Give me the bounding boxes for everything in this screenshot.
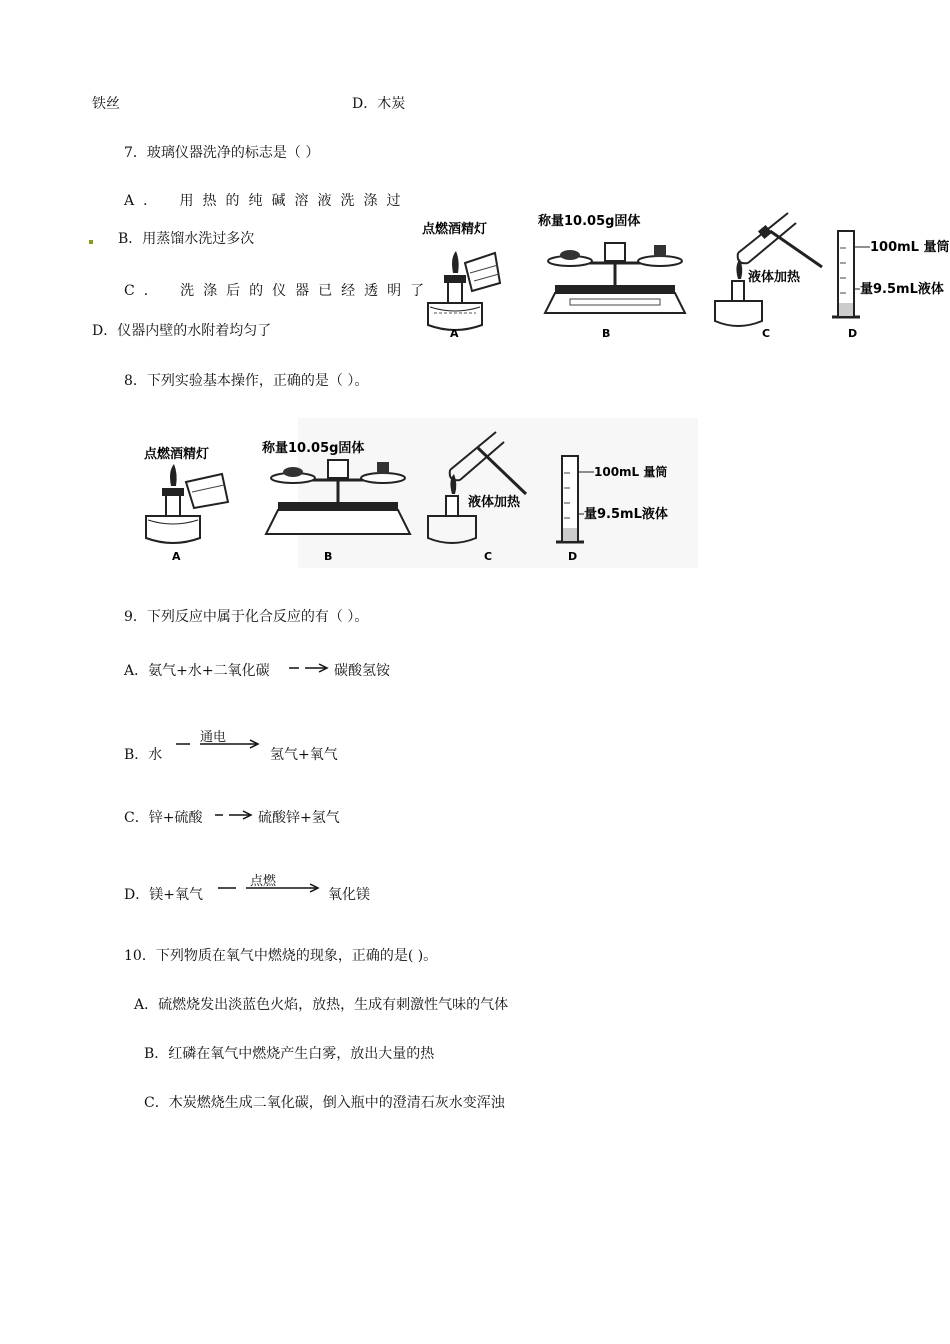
- bullet-dot: [89, 240, 93, 244]
- letter-c: C: [484, 550, 493, 563]
- graduated-cylinder-drawing: [832, 231, 870, 317]
- q9-option-c-reactants: C．锌+硫酸: [124, 810, 203, 826]
- caption-d-top: 100mL 量筒: [870, 240, 950, 255]
- caption-a: 点燃酒精灯: [144, 447, 210, 462]
- q9-option-a-product: 碳酸氢铵: [334, 663, 390, 679]
- caption-d-bottom: 量9.5mL液体: [860, 282, 944, 297]
- q9-option-a-reactants: A．氨气+水+二氧化碳: [124, 663, 270, 679]
- reaction-arrow: [216, 880, 322, 900]
- q9-option-d-product: 氧化镁: [328, 887, 370, 903]
- q9-option-c-products: 硫酸锌+氢气: [258, 810, 340, 826]
- q7-option-d: D．仪器内壁的水附着均匀了: [92, 323, 272, 339]
- letter-b: B: [324, 550, 333, 563]
- caption-b: 称量10.05g固体: [262, 441, 365, 456]
- condition-electrolysis: 通电: [200, 730, 227, 745]
- letter-c: C: [762, 327, 771, 340]
- q9-option-d-reactants: D．镁+氧气: [124, 887, 203, 903]
- q9-option-b-reactant: B．水: [124, 747, 163, 763]
- caption-d-bottom: 量9.5mL液体: [584, 507, 668, 522]
- q9-option-b-products: 氢气+氧气: [270, 747, 338, 763]
- option-d-charcoal: D．木炭: [352, 96, 406, 112]
- caption-b: 称量10.05g固体: [538, 214, 641, 229]
- balance-drawing: [545, 243, 685, 313]
- letter-d: D: [848, 327, 858, 340]
- q8-stem: 8．下列实验基本操作，正确的是（ ）。: [124, 373, 369, 389]
- letter-d: D: [568, 550, 578, 563]
- caption-a: 点燃酒精灯: [422, 222, 488, 237]
- alcohol-lamp-lighting-drawing: [428, 251, 500, 330]
- q10-option-b: B．红磷在氧气中燃烧产生白雾，放出大量的热: [144, 1046, 435, 1062]
- q7-option-b: B．用蒸馏水洗过多次: [118, 231, 255, 247]
- caption-d-top: 100mL 量筒: [594, 465, 668, 479]
- reaction-arrow: [287, 660, 331, 680]
- q10-stem: 10．下列物质在氧气中燃烧的现象，正确的是( )。: [124, 948, 438, 964]
- reaction-arrow: [174, 736, 262, 756]
- lab-operations-figure-1: [420, 203, 950, 343]
- q7-stem: 7．玻璃仪器洗净的标志是（ ）: [124, 145, 320, 161]
- lab-operations-figure-2: [138, 418, 698, 568]
- caption-c: 液体加热: [748, 270, 801, 285]
- reaction-arrow: [213, 807, 257, 827]
- q7-option-a: A． 用热的纯碱溶液洗涤过: [124, 193, 410, 209]
- option-iron-wire: 铁丝: [92, 96, 120, 112]
- letter-a: A: [172, 550, 181, 563]
- q10-option-a: A．硫燃烧发出淡蓝色火焰，放热，生成有刺激性气味的气体: [134, 997, 509, 1013]
- q10-option-c: C．木炭燃烧生成二氧化碳，倒入瓶中的澄清石灰水变浑浊: [144, 1095, 505, 1111]
- letter-b: B: [602, 327, 611, 340]
- caption-c: 液体加热: [468, 495, 521, 510]
- q7-option-c: C． 洗涤后的仪器已经透明了: [124, 283, 434, 299]
- letter-a: A: [450, 327, 459, 340]
- alcohol-lamp-lighting-drawing: [146, 464, 228, 543]
- q9-stem: 9．下列反应中属于化合反应的有（ ）。: [124, 609, 369, 625]
- condition-ignition: 点燃: [250, 874, 277, 889]
